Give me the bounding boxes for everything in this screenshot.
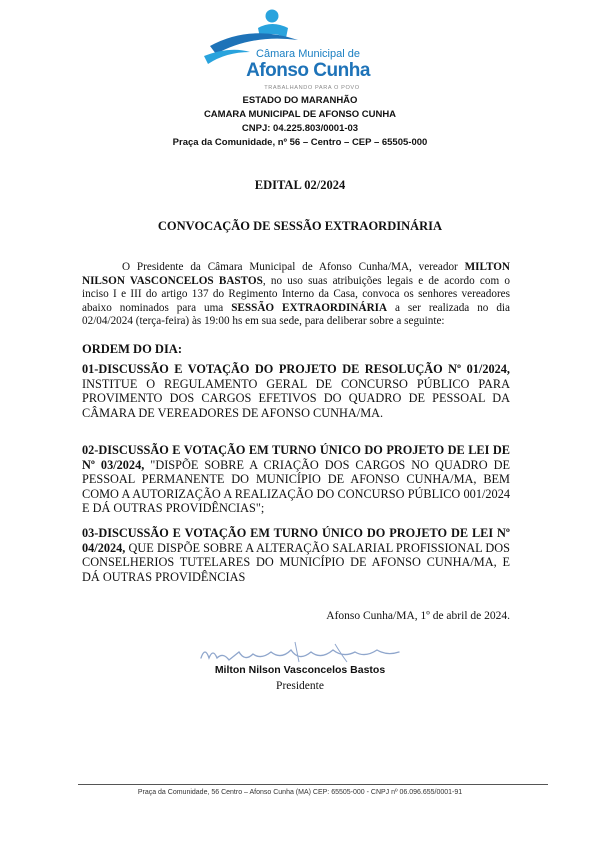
agenda-item: 02-DISCUSSÃO E VOTAÇÃO EM TURNO ÚNICO DO PROJETO DE LEI DE Nº 03/2024, "DISPÕE SOBRE A CRIAÇÃO DOS CARGOS NO QUADRO DE PESSOAL PERMANENTE DO MUNICÍPIO DE AFONSO CUNHA/MA, BEM COMO A AUTORIZAÇÃO A REALIZAÇÃO DO CONCURSO PÚBLICO 001/2024 E DÁ OUTRAS PROVIDÊNCIAS";	[82, 443, 510, 515]
signatory-role: Presidente	[276, 680, 324, 692]
camara-logo	[190, 6, 390, 98]
footer-address: Praça da Comunidade, 56 Centro – Afonso Cunha (MA) CEP: 65505-000 - CNPJ nº 06.096.655/0001-91	[137, 789, 463, 796]
president-name: MILTON NILSON VASCONCELOS BASTOS	[82, 261, 510, 287]
header-address: Praça da Comunidade, nº 56 – Centro – CEP – 65505-000	[172, 137, 428, 148]
header-chamber: CAMARA MUNICIPAL DE AFONSO CUNHA	[203, 109, 397, 120]
footer-divider	[78, 784, 548, 785]
document-date: Afonso Cunha/MA, 1º de abril de 2024.	[326, 610, 510, 622]
agenda-item: 01-DISCUSSÃO E VOTAÇÃO DO PROJETO DE RESOLUÇÃO Nº 01/2024, INSTITUE O REGULAMENTO GERAL DE CONCURSO PÚBLICO PARA PROVIMENTO DOS CARGOS EFETIVOS DO QUADRO DE PESSOAL DA CÂMARA DE VEREADORES DE AFONSO CUNHA/MA.	[82, 362, 510, 420]
header-state: ESTADO DO MARANHÃO	[242, 95, 358, 106]
agenda-item: 03-DISCUSSÃO E VOTAÇÃO EM TURNO ÚNICO DO PROJETO DE LEI Nº 04/2024, QUE DISPÕE SOBRE A ALTERAÇÃO SALARIAL PROFISSIONAL DOS CONSELHERIOS TUTELARES DO MUNICÍPIO DE AFONSO CUNHA/MA, E DÁ OUTRAS PROVIDÊNCIAS	[82, 526, 510, 584]
header-cnpj: CNPJ: 04.225.803/0001-03	[241, 123, 359, 134]
logo-tagline: TRABALHANDO PARA O POVO	[264, 85, 360, 91]
edital-number: EDITAL 02/2024	[254, 178, 346, 192]
convocation-title: CONVOCAÇÃO DE SESSÃO EXTRAORDINÁRIA	[157, 219, 443, 233]
signatory-name: Milton Nilson Vasconcelos Bastos	[214, 664, 386, 676]
logo-name-small: Câmara Municipal de	[256, 48, 360, 60]
session-type: SESSÃO EXTRAORDINÁRIA	[231, 301, 388, 314]
logo-name-big: Afonso Cunha	[246, 60, 370, 81]
agenda-heading: ORDEM DO DIA:	[82, 342, 182, 356]
intro-paragraph: O Presidente da Câmara Municipal de Afonso Cunha/MA, vereador MILTON NILSON VASCONCELOS BASTOS, no uso suas atribuições legais e de acordo com o inciso I e III do artigo 137 do Regimento Interno da Casa, convoca os senhores vereadores abaixo nominados para uma SESSÃO EXTRAORDINÁRIA a ser realizada no dia 02/04/2024 (terça-feira) às 19:00 hs em sua sede, para deliberar sobre a seguinte:	[82, 261, 511, 327]
